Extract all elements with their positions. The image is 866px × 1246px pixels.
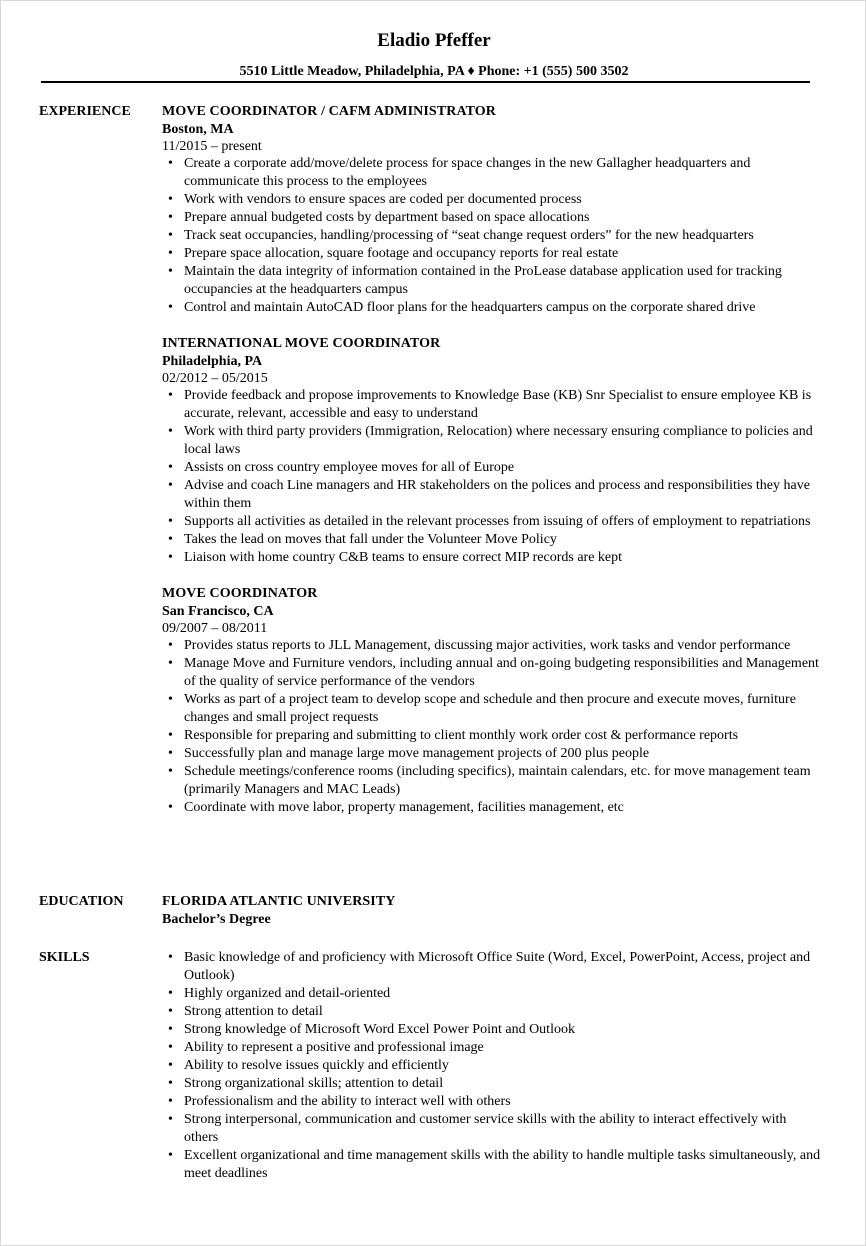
bullet-item: • Manage Move and Furniture vendors, including annual and on-going budgeting responsibilities and Management of the quality of service performance of the vendors: [162, 655, 822, 691]
skill-item: • Ability to represent a positive and professional image: [162, 1039, 822, 1057]
job-dates: 11/2015 – present: [162, 139, 262, 154]
job-entry: [162, 103, 822, 317]
skills-body: [162, 949, 822, 1183]
education-heading: EDUCATION: [39, 894, 124, 909]
job-title: MOVE COORDINATOR / CAFM ADMINISTRATOR: [162, 104, 497, 119]
bullet-item: • Provides status reports to JLL Management, discussing major activities, work tasks and vendor performance: [162, 637, 822, 655]
job-location: San Francisco, CA: [162, 604, 274, 619]
bullet-item: • Works as part of a project team to develop scope and schedule and then procure and execute moves, furniture changes and small project requests: [162, 691, 822, 727]
skills-heading: SKILLS: [39, 950, 90, 965]
education-body: [162, 893, 822, 928]
bullet-item: • Successfully plan and manage large move management projects of 200 plus people: [162, 745, 822, 763]
skill-item: • Professionalism and the ability to interact well with others: [162, 1093, 822, 1111]
skill-item: • Strong organizational skills; attention to detail: [162, 1075, 822, 1093]
bullet-item: • Advise and coach Line managers and HR stakeholders on the polices and process and responsibilities they have within them: [162, 477, 822, 513]
school-name: FLORIDA ATLANTIC UNIVERSITY: [162, 894, 396, 909]
bullet-item: • Create a corporate add/move/delete process for space changes in the new Gallagher headquarters and communicate this process to the employees: [162, 155, 822, 191]
bullet-item: • Prepare space allocation, square footage and occupancy reports for real estate: [162, 245, 822, 263]
bullet-item: • Prepare annual budgeted costs by department based on space allocations: [162, 209, 822, 227]
job-dates: 02/2012 – 05/2015: [162, 371, 268, 386]
job-entry: [162, 335, 822, 567]
skills-list: [162, 949, 822, 1183]
bullet-item: • Work with vendors to ensure spaces are coded per documented process: [162, 191, 822, 209]
bullet-item: • Schedule meetings/conference rooms (including specifics), maintain calendars, etc. for move management team (primarily Managers and MAC Leads): [162, 763, 822, 799]
job-entry: [162, 585, 822, 817]
degree: Bachelor’s Degree: [162, 912, 271, 927]
bullet-item: • Coordinate with move labor, property management, facilities management, etc: [162, 799, 822, 817]
job-dates: 09/2007 – 08/2011: [162, 621, 268, 636]
job-title: MOVE COORDINATOR: [162, 586, 318, 601]
skill-item: • Ability to resolve issues quickly and efficiently: [162, 1057, 822, 1075]
skill-item: • Highly organized and detail-oriented: [162, 985, 822, 1003]
job-title: INTERNATIONAL MOVE COORDINATOR: [162, 336, 441, 351]
skill-item: • Strong interpersonal, communication and customer service skills with the ability to interact effectively with others: [162, 1111, 822, 1147]
bullet-item: • Assists on cross country employee moves for all of Europe: [162, 459, 822, 477]
bullet-item: • Takes the lead on moves that fall under the Volunteer Move Policy: [162, 531, 822, 549]
bullet-item: • Liaison with home country C&B teams to ensure correct MIP records are kept: [162, 549, 822, 567]
job-bullets: [162, 387, 822, 567]
bullet-item: • Responsible for preparing and submitting to client monthly work order cost & performance reports: [162, 727, 822, 745]
bullet-item: • Provide feedback and propose improvements to Knowledge Base (KB) Snr Specialist to ensure employee KB is accurate, relevant, accessible and easy to understand: [162, 387, 822, 423]
bullet-item: • Maintain the data integrity of information contained in the ProLease database application used for tracking occupancies at the headquarters campus: [162, 263, 822, 299]
bullet-item: • Supports all activities as detailed in the relevant processes from issuing of offers of employment to repatriations: [162, 513, 822, 531]
skill-item: • Excellent organizational and time management skills with the ability to handle multiple tasks simultaneously, and meet deadlines: [162, 1147, 822, 1183]
job-location: Philadelphia, PA: [162, 354, 263, 369]
bullet-item: • Control and maintain AutoCAD floor plans for the headquarters campus on the corporate shared drive: [162, 299, 822, 317]
job-bullets: [162, 155, 822, 317]
skill-item: • Strong attention to detail: [162, 1003, 822, 1021]
contact-line: 5510 Little Meadow, Philadelphia, PA ♦ Phone: +1 (555) 500 3502: [239, 64, 629, 79]
bullet-item: • Track seat occupancies, handling/processing of “seat change request orders” for the new headquarters: [162, 227, 822, 245]
header-divider: [41, 81, 810, 83]
skill-item: • Strong knowledge of Microsoft Word Excel Power Point and Outlook: [162, 1021, 822, 1039]
experience-body: [162, 103, 822, 817]
experience-heading: EXPERIENCE: [39, 104, 131, 119]
job-location: Boston, MA: [162, 122, 234, 137]
job-bullets: [162, 637, 822, 817]
candidate-name: Eladio Pfeffer: [377, 30, 491, 51]
skill-item: • Basic knowledge of and proficiency with Microsoft Office Suite (Word, Excel, PowerPoint, Access, project and Outlook): [162, 949, 822, 985]
bullet-item: • Work with third party providers (Immigration, Relocation) where necessary ensuring compliance to policies and local laws: [162, 423, 822, 459]
